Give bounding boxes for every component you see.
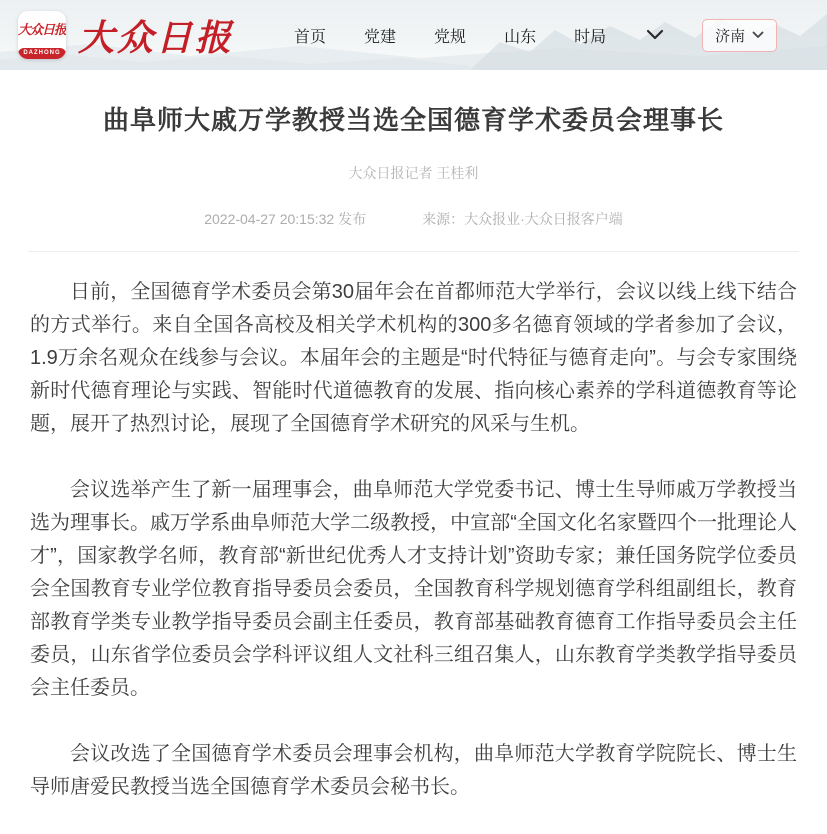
article-paragraph-1: 日前，全国德育学术委员会第30届年会在首都师范大学举行，会议以线上线下结合的方式举行。来自全国各高校及相关学术机构的300多名德育领域的学者参加了会议，1.9万余名观众在线参与会议。本届年会的主题是“时代特征与德育走向”。与会专家围绕新时代德育理论与实践、智能时代道德教育的发展、指向核心素养的学科道德教育等论题，展开了热烈讨论，展现了全国德育学术研究的风采与生机。 — [30, 280, 797, 435]
app-icon-subtitle: DAZHONG — [18, 48, 66, 59]
article-paragraph-3: 会议改选了全国德育学术委员会理事会机构，曲阜师范大学教育学院院长、博士生导师唐爱民教授当选全国德育学术委员会秘书长。 — [30, 742, 797, 798]
header-inner — [0, 0, 827, 70]
city-selector-button[interactable] — [702, 19, 777, 52]
article-paragraph-2: 会议选举产生了新一届理事会，曲阜师范大学党委书记、博士生导师戚万学教授当选为理事长。戚万学系曲阜师范大学二级教授，中宣部“全国文化名家暨四个一批理论人才”，国家教学名师，教育部“新世纪优秀人才支持计划”资助专家；兼任国务院学位委员会全国教育专业学位教育指导委员会委员，全国教育科学规划德育学科组副组长，教育部教育学类专业教学指导委员会副主任委员，教育部基础教育德育工作指导委员会主任委员，山东省学位委员会学科评议组人文社科三组召集人，山东教育学类教学指导委员会主任委员。 — [30, 478, 797, 699]
meta-divider — [28, 251, 799, 252]
nav-item-party-building[interactable]: 党建 — [364, 28, 397, 46]
logo[interactable] — [18, 10, 234, 61]
dazhong-app-icon — [18, 11, 66, 59]
nav-item-shandong[interactable]: 山东 — [504, 28, 537, 46]
article-meta — [30, 209, 797, 229]
brand-wordmark: 大众日报 — [78, 16, 235, 59]
article — [0, 70, 827, 834]
nav-more-chevron-down-icon[interactable] — [646, 29, 664, 41]
publish-time: 2022-04-27 20:15:32 发布 — [204, 210, 367, 227]
nav-item-home[interactable]: 首页 — [294, 28, 327, 46]
article-source: 来源：大众报业·大众日报客户端 — [422, 210, 623, 227]
nav-item-party-rules[interactable]: 党规 — [434, 28, 467, 46]
article-title: 曲阜师大戚万学教授当选全国德育学术委员会理事长 — [102, 105, 724, 135]
article-body — [30, 276, 797, 804]
city-selector-label: 济南 — [715, 27, 746, 45]
app-icon-wordmark: 大众日报 — [18, 22, 66, 37]
article-byline: 大众日报记者 王桂利 — [348, 164, 479, 181]
nav-item-current-affairs[interactable]: 时局 — [574, 28, 607, 46]
city-chevron-down-icon — [752, 31, 764, 39]
main-nav — [294, 19, 777, 52]
site-header — [0, 0, 827, 70]
